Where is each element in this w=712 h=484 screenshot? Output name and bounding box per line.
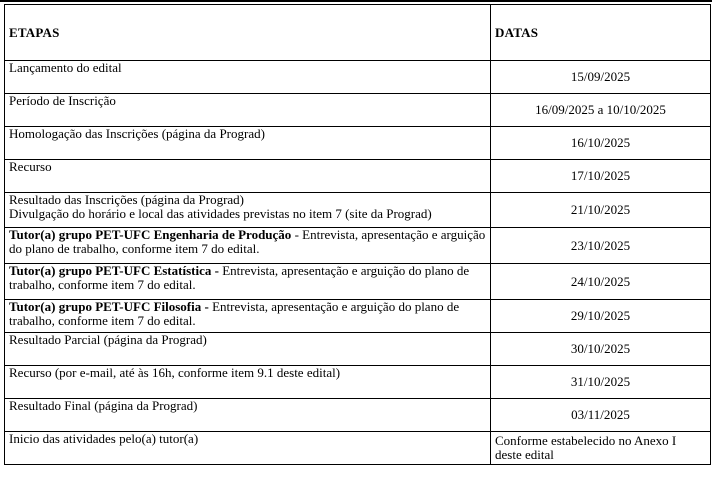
etapa-description: Entrevista, apresentação e arguição do plano de trabalho, conforme item 7 do edital. [9,263,470,292]
etapa-cell: Recurso [5,160,491,193]
top-border-line [0,0,712,2]
header-datas: DATAS [491,5,711,61]
etapa-cell: Inicio das atividades pelo(a) tutor(a) [5,432,491,465]
table-row [5,366,711,399]
data-cell: 15/09/2025 [491,61,711,94]
data-cell: 17/10/2025 [491,160,711,193]
etapa-cell: Homologação das Inscrições (página da Prograd) [5,127,491,160]
etapa-description: Entrevista, apresentação e arguição do plano de trabalho, conforme item 7 do edital. [9,299,460,328]
etapa-cell [5,300,491,333]
data-cell: 23/10/2025 [491,228,711,264]
etapa-cell: Período de Inscrição [5,94,491,127]
etapa-bold-title: Tutor(a) grupo PET-UFC Estatística - [9,263,219,278]
data-cell: 29/10/2025 [491,300,711,333]
table-row [5,127,711,160]
etapa-cell: Resultado Parcial (página da Prograd) [5,333,491,366]
data-cell: 30/10/2025 [491,333,711,366]
schedule-table [4,4,711,465]
table-row [5,432,711,465]
etapa-cell: Lançamento do edital [5,61,491,94]
table-row [5,399,711,432]
data-cell: 24/10/2025 [491,264,711,300]
etapa-cell [5,228,491,264]
etapa-cell [5,264,491,300]
data-cell: 31/10/2025 [491,366,711,399]
etapa-line-2: Divulgação do horário e local das atividades previstas no item 7 (site da Prograd) [9,206,432,221]
table-row [5,300,711,333]
data-cell: 21/10/2025 [491,193,711,228]
etapa-cell [5,193,491,228]
table-row [5,228,711,264]
etapa-line-1: Resultado das Inscrições (página da Prograd) [9,192,245,207]
data-cell: 16/09/2025 a 10/10/2025 [491,94,711,127]
etapa-bold-title: Tutor(a) grupo PET-UFC Engenharia de Produção [9,227,292,242]
table-row [5,333,711,366]
etapa-bold-title: Tutor(a) grupo PET-UFC Filosofia - [9,299,209,314]
etapa-cell: Recurso (por e-mail, até às 16h, conforme item 9.1 deste edital) [5,366,491,399]
table-row [5,193,711,228]
table-row [5,61,711,94]
table-header-row [5,5,711,61]
data-cell: 16/10/2025 [491,127,711,160]
data-cell: Conforme estabelecido no Anexo I deste edital [491,432,711,465]
data-cell: 03/11/2025 [491,399,711,432]
etapa-cell: Resultado Final (página da Prograd) [5,399,491,432]
header-etapas: ETAPAS [5,5,491,61]
table-row [5,264,711,300]
etapa-description: - Entrevista, apresentação e arguição do plano de trabalho, conforme item 7 do edital. [9,227,486,256]
table-row [5,160,711,193]
table-row [5,94,711,127]
